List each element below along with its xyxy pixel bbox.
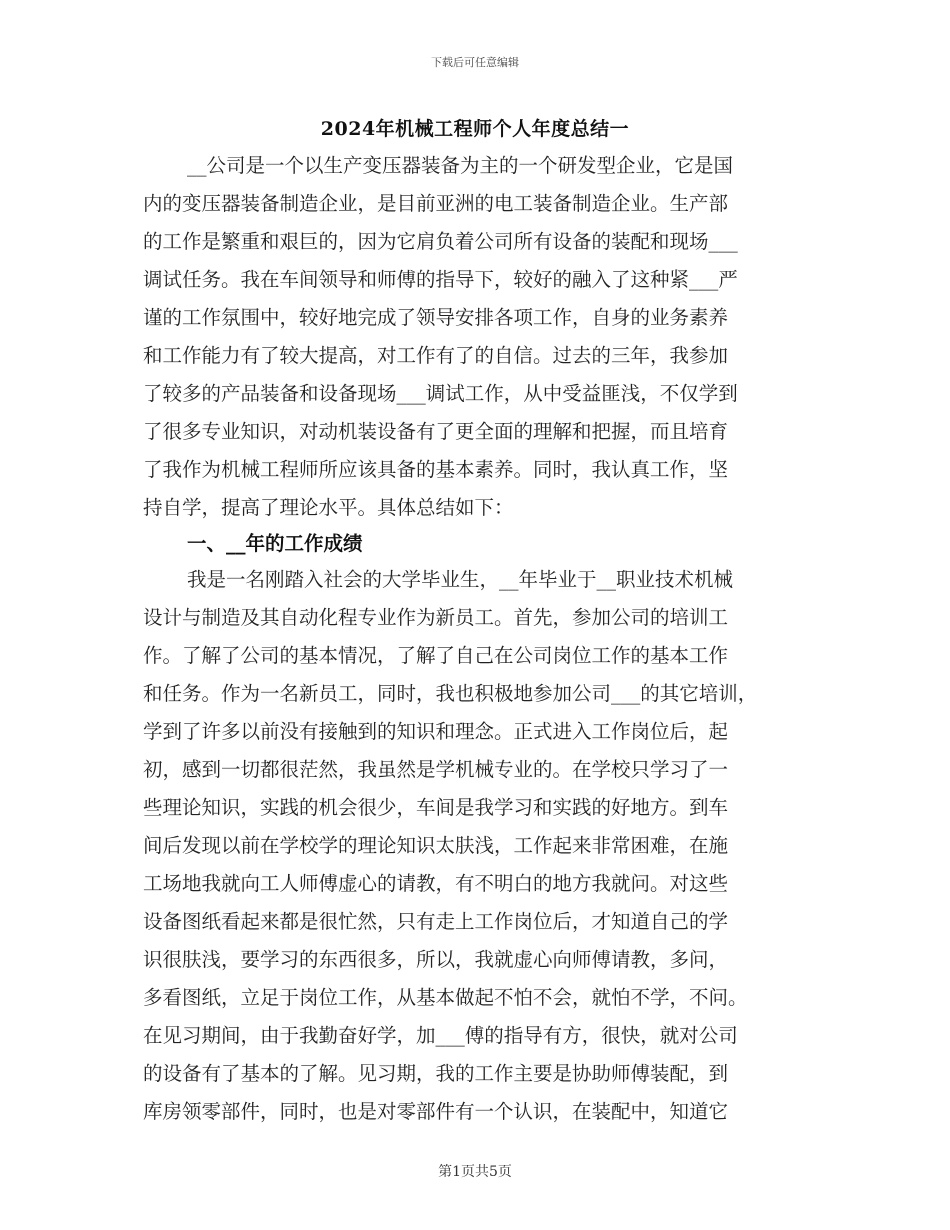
paragraph-line: 学到了许多以前没有接触到的知识和理念。正式进入工作岗位后，起 <box>143 720 729 743</box>
paragraph-line: 作。了解了公司的基本情况，了解了自己在公司岗位工作的基本工作 <box>143 644 729 667</box>
page-header: 下载后可任意编辑 <box>431 56 519 69</box>
paragraph-line: 持自学，提高了理论水平。具体总结如下： <box>143 496 514 519</box>
paragraph-line: 设计与制造及其自动化程专业作为新员工。首先，参加公司的培训工 <box>143 606 729 629</box>
paragraph-line: 谨的工作氛围中，较好地完成了领导安排各项工作，自身的业务素养 <box>143 306 729 329</box>
paragraph-line: 我是一名刚踏入社会的大学毕业生，__年毕业于__职业技术机械 <box>187 568 734 591</box>
paragraph-line: 多看图纸，立足于岗位工作，从基本做起不怕不会，就怕不学，不问。 <box>143 986 748 1009</box>
paragraph-line: __公司是一个以生产变压器装备为主的一个研发型企业，它是国 <box>187 154 734 177</box>
paragraph-line: 些理论知识，实践的机会很少，车间是我学习和实践的好地方。到车 <box>143 796 729 819</box>
paragraph-line: 了较多的产品装备和设备现场___调试工作，从中受益匪浅，不仅学到 <box>143 382 738 405</box>
paragraph-line: 设备图纸看起来都是很忙然，只有走上工作岗位后，才知道自己的学 <box>143 910 729 933</box>
document-title: 2024年机械工程师个人年度总结一 <box>320 118 630 140</box>
page-footer: 第1页共5页 <box>438 1164 512 1180</box>
paragraph-line: 间后发现以前在学校学的理论知识太肤浅，工作起来非常困难，在施 <box>143 834 729 857</box>
paragraph-line: 内的变压器装备制造企业，是目前亚洲的电工装备制造企业。生产部 <box>143 192 729 215</box>
paragraph-line: 调试任务。我在车间领导和师傅的指导下，较好的融入了这种紧___严 <box>143 268 738 291</box>
paragraph-line: 的设备有了基本的了解。见习期，我的工作主要是协助师傅装配，到 <box>143 1062 729 1085</box>
paragraph-line: 识很肤浅，要学习的东西很多，所以，我就虚心向师傅请教，多问， <box>143 948 729 971</box>
section-heading: 一、__年的工作成绩 <box>187 532 363 555</box>
paragraph-line: 的工作是繁重和艰巨的，因为它肩负着公司所有设备的装配和现场___ <box>143 230 738 253</box>
paragraph-line: 了我作为机械工程师所应该具备的基本素养。同时，我认真工作，坚 <box>143 458 729 481</box>
paragraph-line: 初，感到一切都很茫然，我虽然是学机械专业的。在学校只学习了一 <box>143 758 729 781</box>
paragraph-line: 了很多专业知识，对动机装设备有了更全面的理解和把握，而且培育 <box>143 420 729 443</box>
paragraph-line: 库房领零部件，同时，也是对零部件有一个认识，在装配中，知道它 <box>143 1100 729 1123</box>
paragraph-line: 在见习期间，由于我勤奋好学，加___傅的指导有方，很快，就对公司 <box>143 1024 738 1047</box>
paragraph-line: 和任务。作为一名新员工，同时，我也积极地参加公司___的其它培训， <box>143 682 758 705</box>
paragraph-line: 工场地我就向工人师傅虚心的请教，有不明白的地方我就问。对这些 <box>143 872 729 895</box>
paragraph-line: 和工作能力有了较大提高，对工作有了的自信。过去的三年，我参加 <box>143 344 729 367</box>
